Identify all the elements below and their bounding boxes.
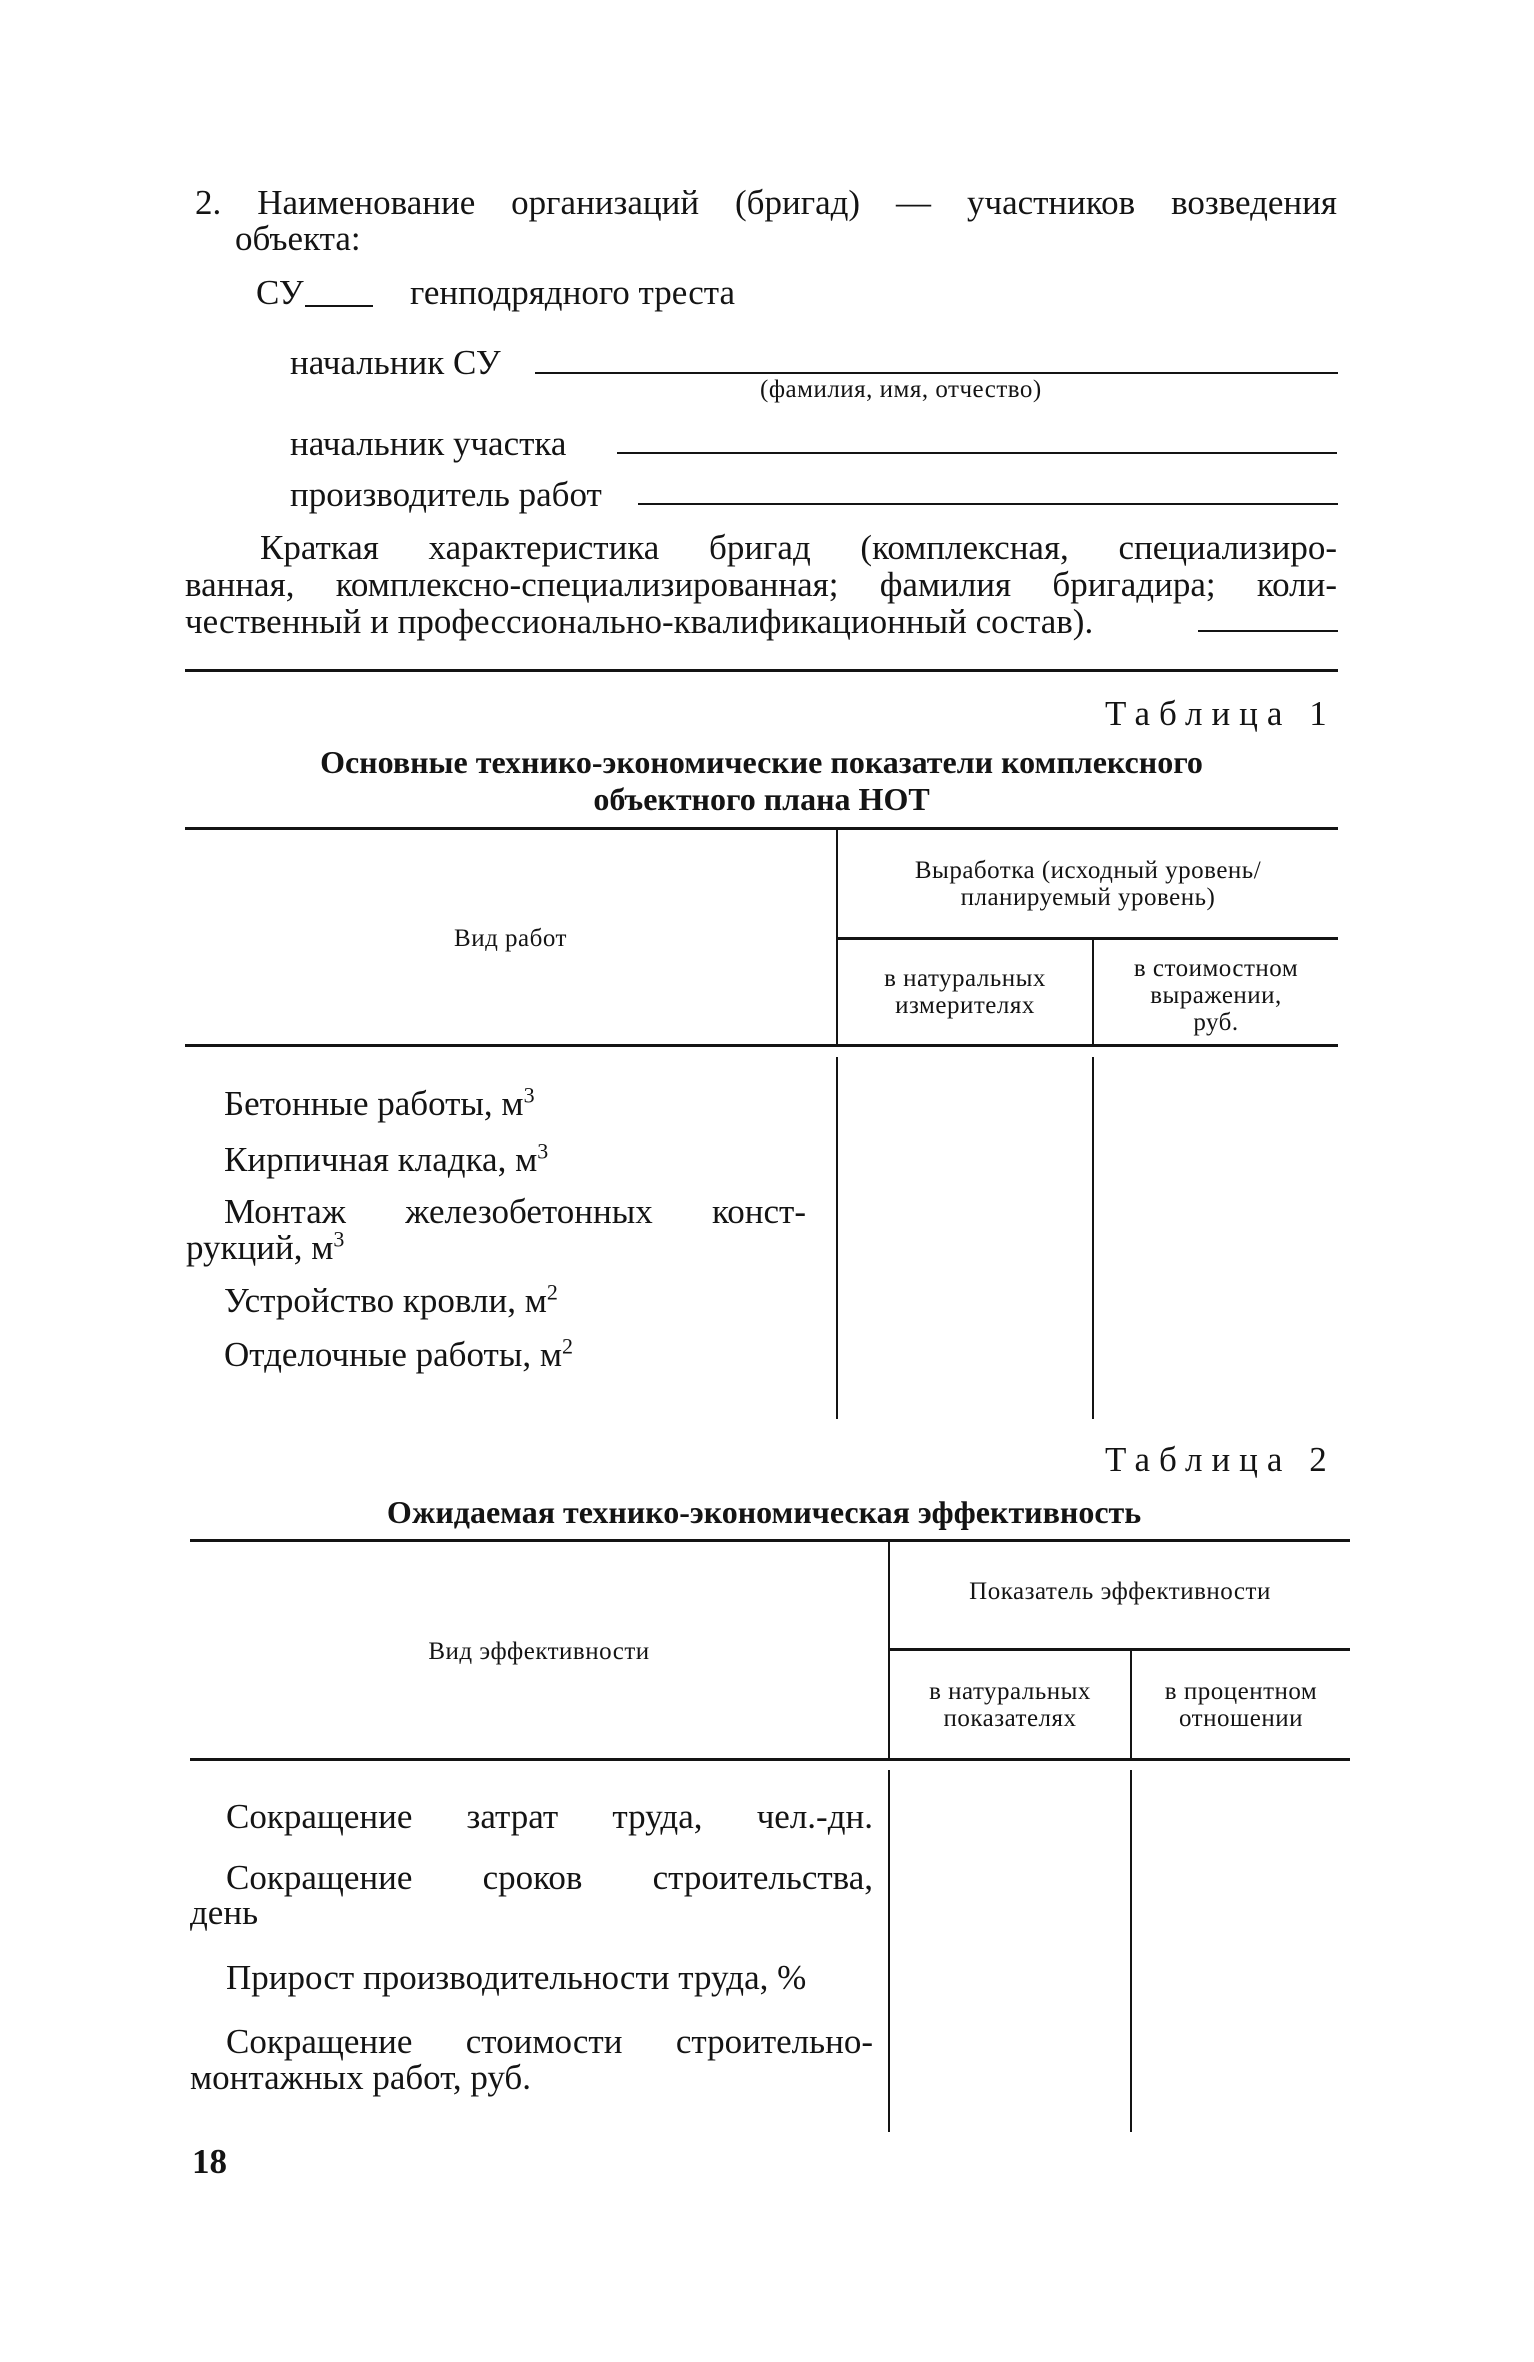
brigade-line3: чественный и профессионально-квалификационный состав). [185, 602, 1094, 641]
table2-col-percent-line1: в процентном [1164, 1678, 1318, 1705]
table2-label: Таблица 2 [1105, 1440, 1336, 1479]
row-unit-exponent: 3 [333, 1226, 345, 1252]
table1-header-bottom-rule [185, 1044, 1338, 1047]
table2-col-type: Вид эффективности [428, 1638, 650, 1665]
table-row: Сокращение стоимости строительно- [226, 2022, 873, 2061]
table1-col-natural-line2: измерителях [895, 992, 1035, 1019]
table-row: Прирост производительности труда, % [226, 1958, 807, 1997]
row-unit-exponent: 3 [523, 1082, 535, 1108]
row-unit-exponent: 3 [537, 1138, 549, 1164]
table-row: Отделочные работы, $м^2$ [224, 1333, 573, 1374]
table-row-continuation: рукций, $м^3$ [186, 1226, 345, 1267]
table2-col-group: Показатель эффективности [969, 1578, 1271, 1605]
table2-title: Ожидаемая технико-экономическая эффективность [386, 1494, 1142, 1530]
su-number-blank [305, 305, 373, 307]
table2-col-natural-line1: в натуральных [929, 1678, 1091, 1705]
chief-site-label: начальник участка [290, 424, 567, 463]
brigade-line2: ванная, комплексно-специализированная; фамилия бригадира; коли- [185, 565, 1337, 604]
name-caption: (фамилия, имя, отчество) [760, 376, 1042, 403]
section2-line1: 2. Наименование организаций (бригад) — участников возведения [195, 183, 1337, 222]
table2-top-rule [190, 1539, 1350, 1542]
row-unit-exponent: 2 [562, 1333, 573, 1359]
table1-label: Таблица 1 [1105, 694, 1336, 733]
table-row-continuation: день [190, 1893, 259, 1932]
table1-body-vline2 [1092, 1057, 1094, 1419]
table2-col-percent-line2: отношении [1179, 1705, 1303, 1732]
table1-col-cost-line2: выражении, [1150, 982, 1282, 1009]
table1-col-type: Вид работ [454, 925, 567, 952]
table-row: Устройство кровли, $м^2$ [224, 1279, 558, 1320]
table1-col-natural-line1: в натуральных [884, 965, 1046, 992]
table2-group-rule [890, 1648, 1350, 1651]
su-suffix: генподрядного треста [410, 273, 735, 312]
table2-col-natural-line2: показателях [943, 1705, 1077, 1732]
table1-body-vline1 [836, 1057, 838, 1419]
table-row: Кирпичная кладка, $м^3$ [224, 1138, 549, 1179]
page-number: 18 [192, 2142, 227, 2181]
table2-header-bottom-rule [190, 1758, 1350, 1761]
table1-col-group-line1: Выработка (исходный уровень/ [914, 857, 1262, 884]
table2-body-vline2 [1130, 1770, 1132, 2132]
table1-col-cost-line1: в стоимостном [1133, 955, 1299, 982]
foreman-label: производитель работ [290, 475, 602, 514]
table1-col-cost-line3: руб. [1193, 1009, 1239, 1036]
brigade-line1: Краткая характеристика бригад (комплексная, специализиро- [260, 528, 1337, 567]
table1-top-rule [185, 827, 1338, 830]
table1-title-line1: Основные технико-экономические показатели комплексного [320, 744, 1203, 780]
table1-title-line2: объектного плана НОТ [593, 781, 930, 817]
foreman-blank [638, 503, 1338, 505]
section-divider [185, 669, 1338, 672]
table-row: Монтаж железобетонных конст- [224, 1192, 806, 1231]
su-prefix: СУ [256, 273, 304, 312]
table1-col-group-line2: планируемый уровень) [960, 884, 1216, 911]
table2-body-vline1 [888, 1770, 890, 2132]
brigade-blank [1198, 630, 1338, 632]
table-row: Бетонные работы, $м^3$ [224, 1082, 535, 1123]
table-row: Сокращение сроков строительства, [226, 1858, 873, 1897]
chief-su-blank [535, 372, 1338, 374]
chief-su-label: начальник СУ [290, 343, 501, 382]
table-row: Сокращение затрат труда, чел.-дн. [226, 1797, 873, 1836]
table-row-continuation: монтажных работ, руб. [190, 2058, 531, 2097]
section2-line2: объекта: [235, 219, 361, 258]
row-unit-exponent: 2 [546, 1279, 558, 1305]
chief-site-blank [617, 452, 1337, 454]
table1-group-rule [838, 937, 1338, 940]
